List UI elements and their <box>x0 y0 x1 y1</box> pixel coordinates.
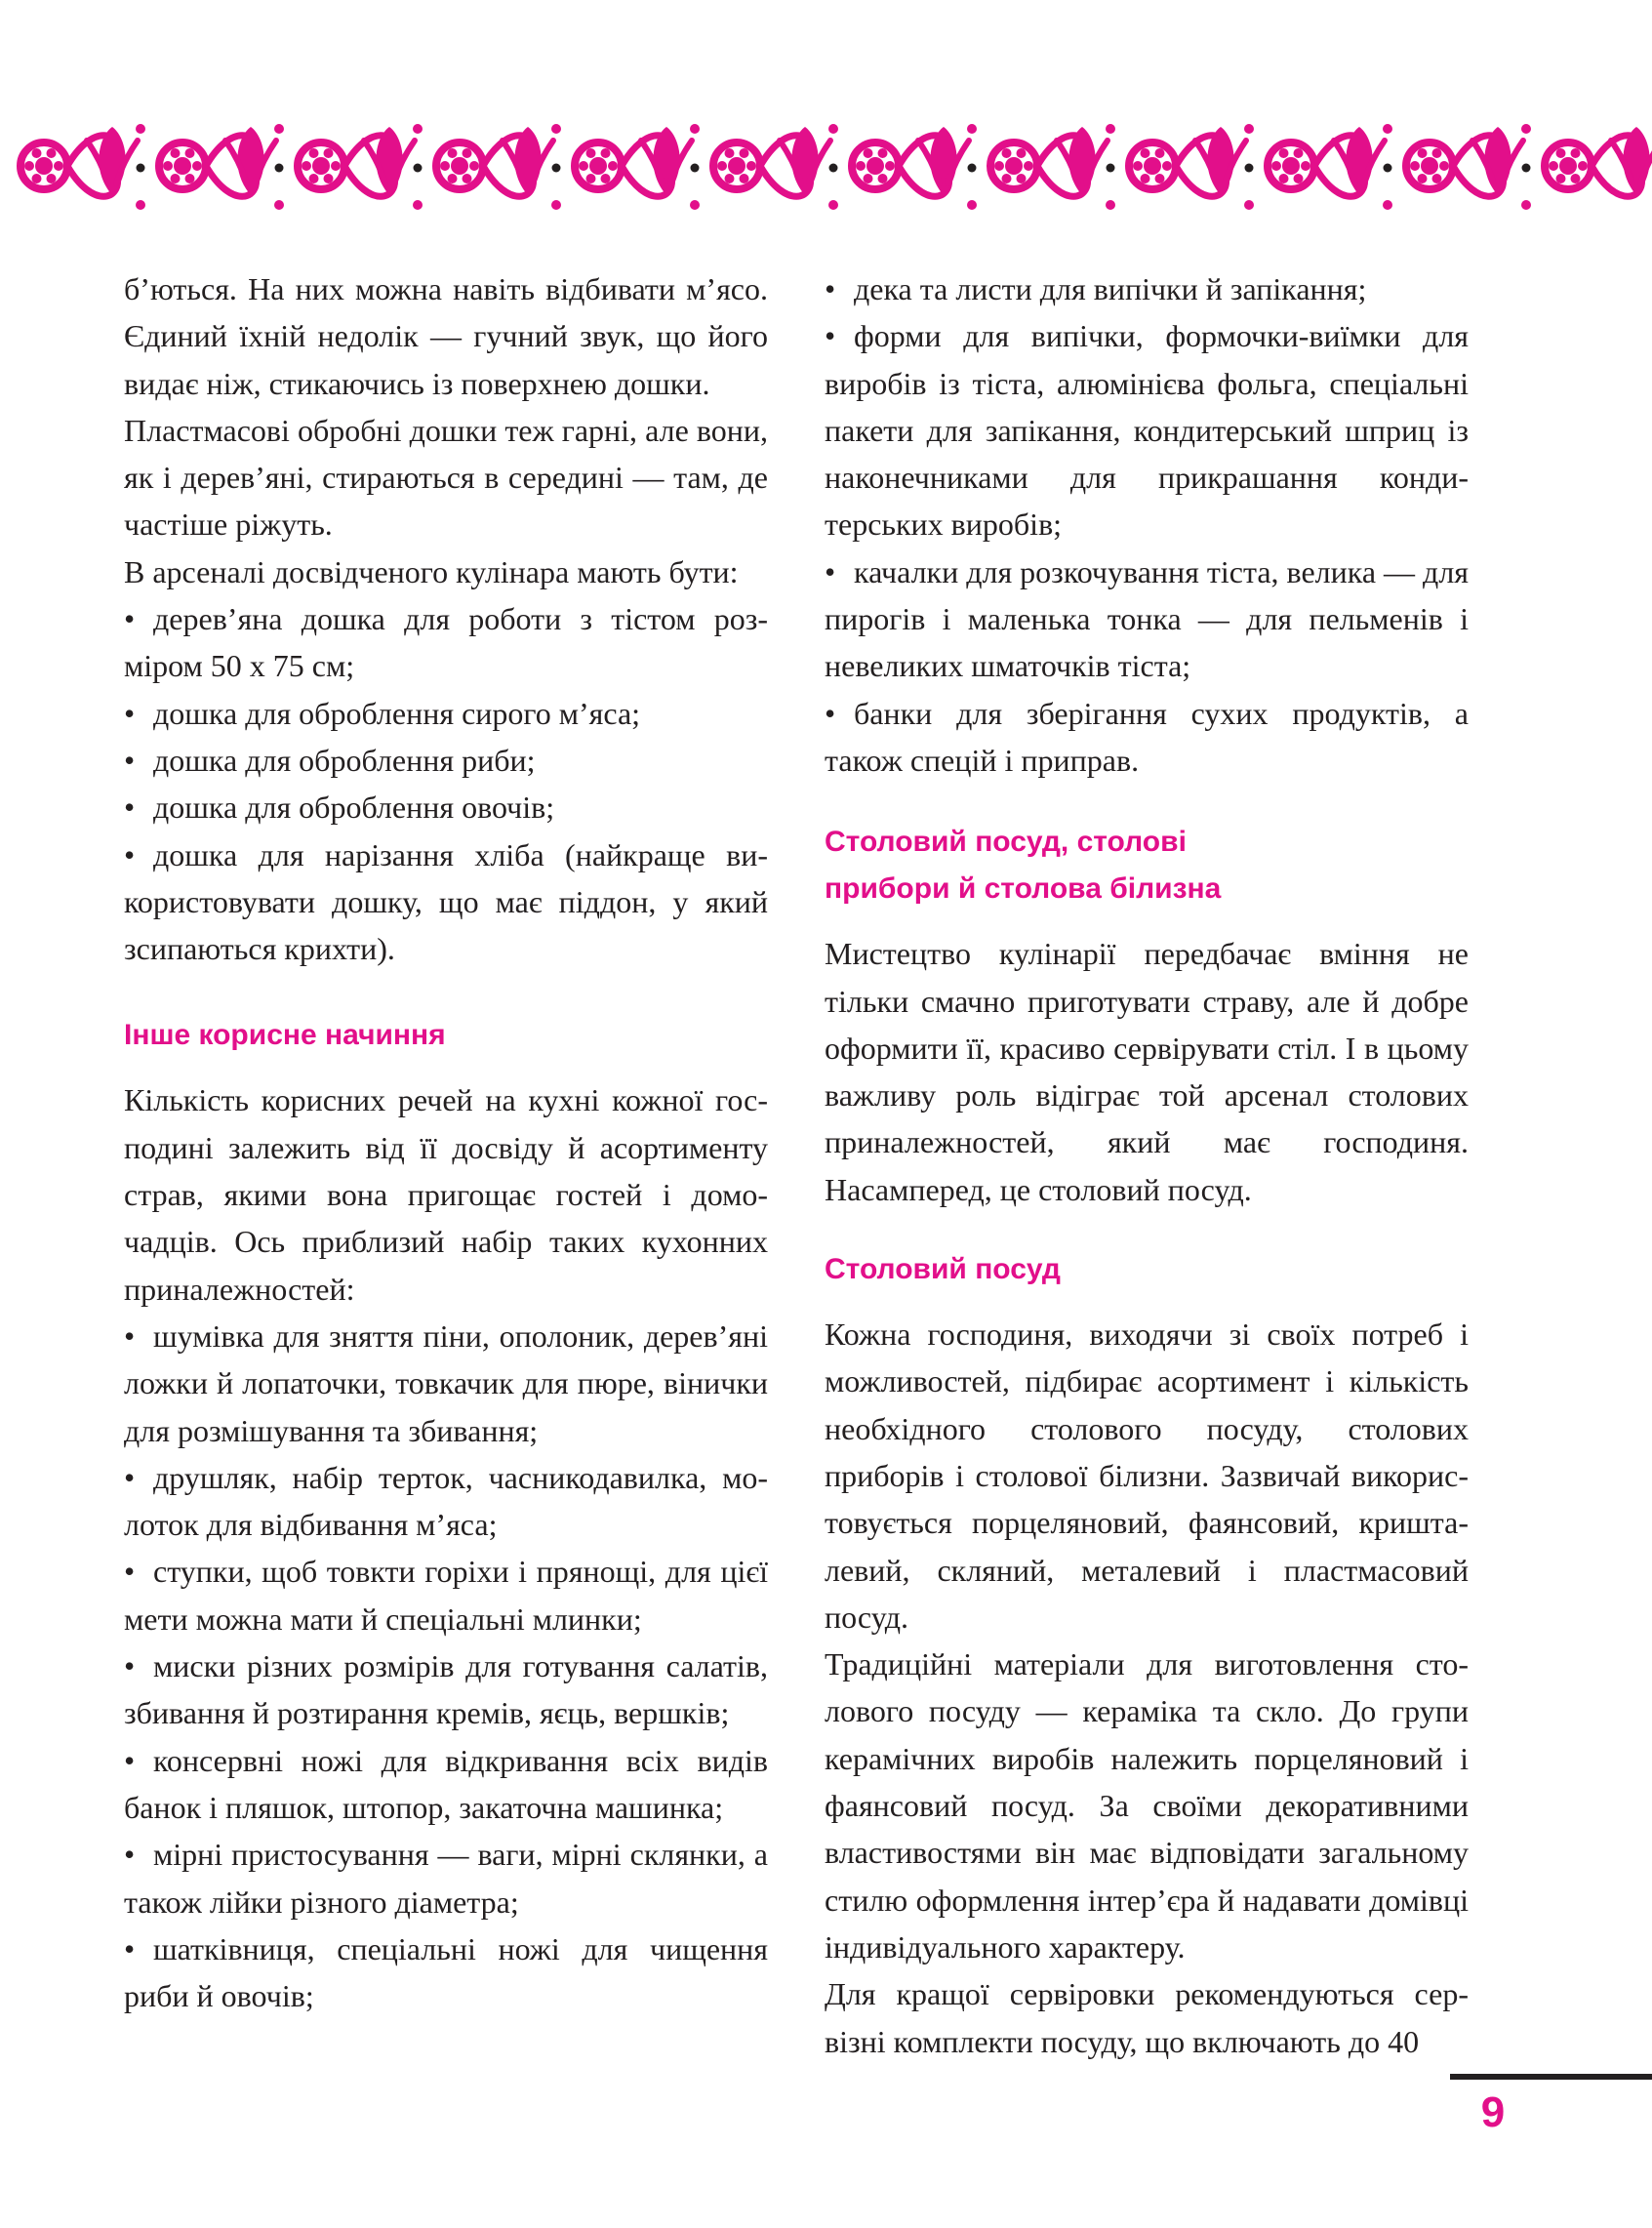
list-item: • миски різних розмірів для готування салатів, збивання й розтирання кремів, яєць, вершків; <box>124 1642 768 1737</box>
paragraph: Традиційні матеріали для виготовлення столового посуду — кераміка та скло. До групи керамічних виробів належить порцеляновий і фаянсовий посуд. За своїми декоративними властивостями він має відповідати загальному стилю оформлення інтер’єра й надавати домівці індивідуального характеру. <box>825 1646 1469 1965</box>
right-column <box>825 265 1469 2065</box>
paragraph: б’ються. На них можна навіть відбивати м’ясо. Єдиний їхній недолік — гучний звук, що його видає ніж, стикаючись із поверхнею дошки. <box>124 271 768 401</box>
list-item: • дерев’яна дошка для роботи з тістом розміром 50 х 75 см; <box>124 595 768 690</box>
list-item: • дошка для оброблення сирого м’яса; <box>124 690 768 737</box>
paragraph: В арсеналі досвідченого кулінара мають бути: <box>124 553 739 589</box>
list-item: • дошка для оброблення овочів; <box>124 784 768 830</box>
list-item: • дошка для оброблення риби; <box>124 737 768 784</box>
paragraph: Кожна господиня, виходячи зі своїх потреб і можливостей, підбирає асортимент і кількість необхідного столового посуду, столових приборів і столової білизни. Зазвичай використовується порцеляновий, фаянсовий, кришталевий, скляний, металевий і пластмасовий посуд. <box>825 1317 1469 1635</box>
bullet-icon: • <box>124 601 136 637</box>
list-item: • дошка для нарізання хліба (найкраще використовувати дошку, що має піддон, у який зсипаються крихти). <box>124 831 768 973</box>
list-item: • форми для випічки, формочки-виїмки для виробів із тіста, алюмінієва фольга, спеціальні пакети для запікання, кондитерський шприц із наконечниками для прикрашання кондитерських виробів; <box>825 312 1469 547</box>
paragraph: Пластмасові обробні дошки теж гарні, але вони, як і дерев’яні, стираються в середині — там, де частіше ріжуть. <box>124 412 768 543</box>
bullet-icon: • <box>124 1648 136 1684</box>
section-heading: Інше корисне начиння <box>124 1019 446 1052</box>
section-heading: Столовий посуд <box>825 1253 1061 1286</box>
list-item: • качалки для розкочування тіста, велика — для пирогів і маленька тонка — для пельменів і невеликих шматочків тіста; <box>825 548 1469 690</box>
list-item: • друшляк, набір терток, часникодавилка, молоток для відбивання м’яса; <box>124 1454 768 1549</box>
bullet-icon: • <box>124 1459 136 1495</box>
paragraph: Мистецтво кулінарії передбачає вміння не тільки смачно приготувати страву, але й добре оформити її, красиво сервірувати стіл. І в цьому важливу роль відіграє той арсенал столових приналежностей, який має господиня. Насамперед, це столовий посуд. <box>825 936 1469 1207</box>
list-item: • шатківниця, спеціальні ножі для чищення риби й овочів; <box>124 1925 768 2020</box>
list-item: • консервні ножі для відкривання всіх видів банок і пляшок, штопор, закаточна машинка; <box>124 1737 768 1832</box>
bullet-icon: • <box>124 1930 136 1966</box>
section-heading: Столовий посуд, столові прибори й столова білизна <box>825 826 1222 906</box>
list-item: • мірні пристосування — ваги, мірні склянки, а також лійки різного діаметра; <box>124 1831 768 1925</box>
bullet-list <box>124 595 768 972</box>
bullet-icon: • <box>124 1837 136 1873</box>
bullet-icon: • <box>825 318 836 354</box>
bullet-icon: • <box>124 836 136 872</box>
bullet-icon: • <box>124 695 136 731</box>
bullet-icon: • <box>124 1554 136 1590</box>
page-number: 9 <box>1480 2088 1506 2136</box>
list-item: • ступки, щоб товкти горіхи і прянощі, для цієї мети можна мати й спеціальні млинки; <box>124 1548 768 1642</box>
bullet-icon: • <box>825 553 836 589</box>
list-item: • дека та листи для випічки й запікання; <box>825 265 1469 312</box>
bullet-list <box>825 265 1469 784</box>
left-column <box>124 265 768 2019</box>
list-item: • банки для зберігання сухих продуктів, а також спецій і приправ. <box>825 690 1469 785</box>
paragraph: Кількість корисних речей на кухні кожної господині залежить від її досвіду й асортименту страв, якими вона пригощає гостей і домочадців. Ось приблизий набір таких кухонних приналежностей: <box>124 1082 768 1307</box>
footer-rule <box>1450 2074 1652 2080</box>
bullet-icon: • <box>124 1317 136 1354</box>
bullet-icon: • <box>825 271 836 306</box>
bullet-icon: • <box>124 1742 136 1778</box>
bullet-list <box>124 1313 768 2019</box>
list-item: • шумівка для зняття піни, ополоник, дерев’яні ложки й лопаточки, товкачик для пюре, вінички для розмішування та збивання; <box>124 1313 768 1454</box>
bullet-icon: • <box>825 695 836 731</box>
bullet-icon: • <box>124 790 136 826</box>
paragraph: Для кращої сервіровки рекомендуються сервізні комплекти посуду, що включають до 40 <box>825 1976 1469 2059</box>
floral-ornament-band <box>0 107 1652 215</box>
bullet-icon: • <box>124 742 136 778</box>
